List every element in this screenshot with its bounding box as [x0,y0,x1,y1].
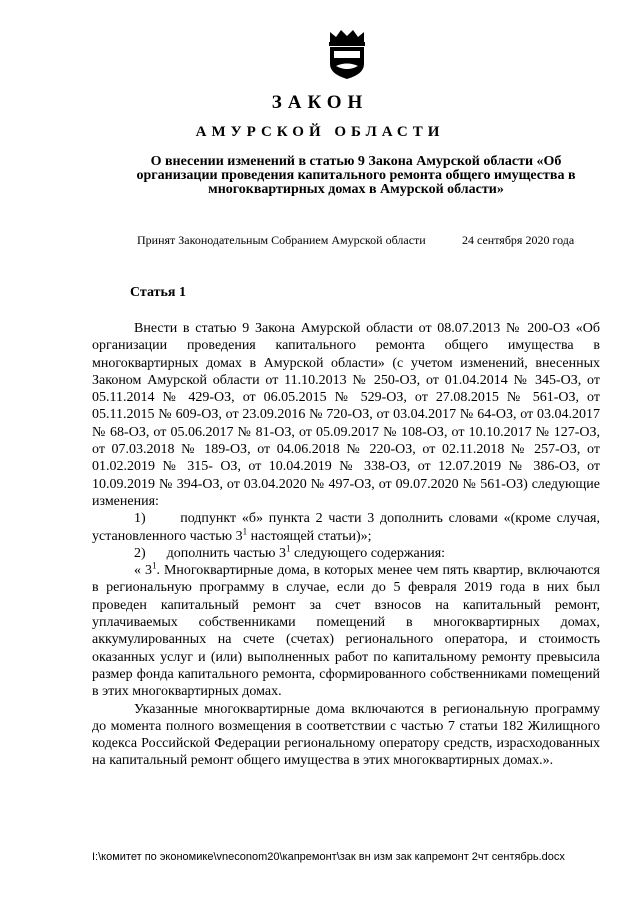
article-body [92,320,600,770]
superscript: 1 [242,525,248,536]
document-title: О внесении изменений в статью 9 Закона Амурской области «Об организации проведения капитального ремонта общего имущества в многоквартирных домах в Амурской области» [136,154,576,197]
article-heading: Статья 1 [130,285,186,300]
adoption-date: 24 сентября 2020 года [462,233,575,247]
list-item-number: 1) [134,511,146,527]
quoted-part-text: . Многоквартирные дома, в которых менее чем пять квартир, включаются в региональную программу в случае, если до 5 февраля 2019 года в них был проведен капитальный ремонт за счет взносов на капитальный ремонт, уплачиваемых собственниками помещений в многоквартирных домах, аккумулированных на счете (счетах) регионального оператора, и стоимость оказанных услуг и (или) выполненных работ по капитальному ремонту превысила размер фонда капитального ремонта, сформированного собственниками помещений в этих многоквартирных домах. [92,563,600,700]
list-item-1 [92,510,600,545]
file-path-footer: I:\комитет по экономике\vneconom20\капремонт\зак вн изм зак капремонт 2чт сентябрь.docx [92,851,565,863]
region-heading: АМУРСКОЙ ОБЛАСТИ [195,124,445,140]
document-type-heading: ЗАКОН [271,92,369,113]
article-intro-paragraph: Внести в статью 9 Закона Амурской области от 08.07.2013 № 200-ОЗ «Об организации проведения капитального ремонта общего имущества в многоквартирных домах в Амурской области» (с учетом изменений, внесенных Законом Амурской области от 11.10.2013 № 250-ОЗ, от 01.04.2014 № 345-ОЗ, от 05.11.2014 № 429-ОЗ, от 06.05.2015 № 529-ОЗ, от 27.08.2015 № 561-ОЗ, от 05.11.2015 № 609-ОЗ, от 23.09.2016 № 720-ОЗ, от 03.04.2017 № 64-ОЗ, от 03.04.2017 № 68-ОЗ, от 05.06.2017 № 81-ОЗ, от 05.09.2017 № 108-ОЗ, от 10.10.2017 № 127-ОЗ, от 07.03.2018 № 189-ОЗ, от 04.06.2018 № 220-ОЗ, от 02.11.2018 № 257-ОЗ, от 01.02.2019 № 315- ОЗ, от 10.04.2019 № 338-ОЗ, от 12.07.2019 № 386-ОЗ, от 10.09.2019 № 394-ОЗ, от 03.04.2020 № 497-ОЗ, от 09.07.2020 № 561-ОЗ) следующие изменения: [92,321,600,509]
list-item-text: следующего содержания: [290,545,446,561]
adoption-statement: Принят Законодательным Собранием Амурской области [137,233,426,247]
quote-part-number: « 3 [134,563,152,579]
closing-paragraph: Указанные многоквартирные дома включаются в региональную программу до момента полного возмещения в соответствии с частью 7 статьи 182 Жилищного кодекса Российской Федерации региональному оператору средств, израсходованных на капитальный ремонт общего имущества в этих многоквартирных домах.». [92,701,600,769]
list-item-text: дополнить частью 3 [166,545,287,561]
list-item-text: подпункт «б» пункта 2 части 3 дополнить словами «(кроме случая, установленного частью 3 [92,511,600,544]
superscript: 1 [151,560,157,571]
amur-oblast-coat-of-arms-icon [324,28,370,80]
superscript: 1 [286,543,291,554]
list-item-text: настоящей статьи)»; [247,528,372,544]
quoted-part-paragraph [92,562,600,700]
list-item-2 [92,545,600,562]
list-item-number: 2) [134,545,146,561]
